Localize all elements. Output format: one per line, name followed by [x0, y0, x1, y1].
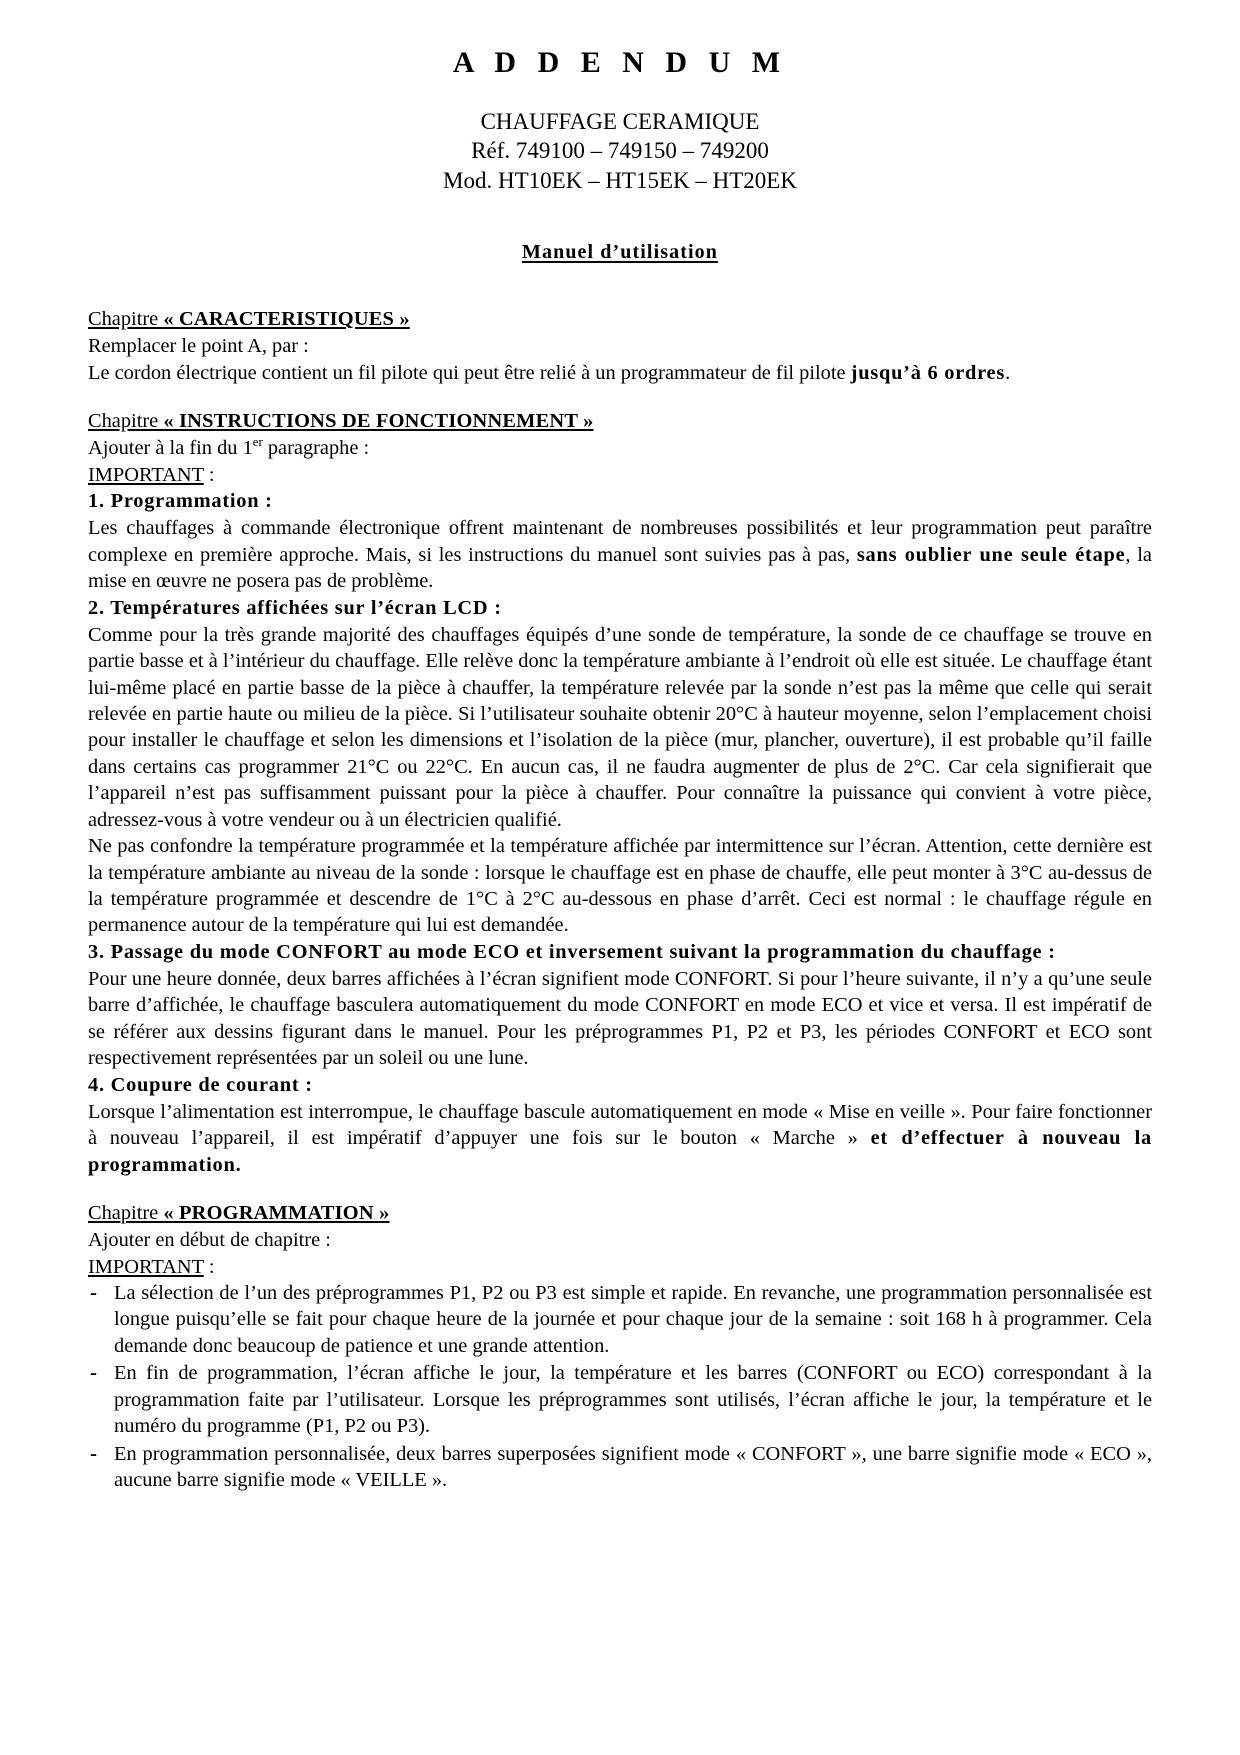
numbered-heading-4: 4. Coupure de courant :	[88, 1073, 313, 1096]
chapter-heading-instructions	[88, 408, 1152, 435]
numbered-heading-3: 3. Passage du mode CONFORT au mode ECO et inversement suivant la programmation du chauffage :	[88, 940, 1056, 963]
cordon-text-end: .	[1005, 361, 1011, 384]
ajouter-text-pre: Ajouter à la fin du 1	[88, 437, 253, 460]
dash-bullet-icon: -	[90, 1360, 97, 1385]
numbered-body-4	[88, 1099, 1152, 1178]
chapter-prefix: Chapitre	[88, 410, 164, 433]
chapter-prefix: Chapitre	[88, 1202, 164, 1225]
body-text-segment: Les chauffages à commande électronique offrent maintenant de nombreuses possibilités et leur programmation peut paraître complexe en première approche. Mais, si les instructions du manuel sont suivies pas à pas,	[88, 517, 1152, 566]
list-item-text: En programmation personnalisée, deux barres superposées signifient mode « CONFORT », une barre signifie mode « ECO », aucune barre signifie mode « VEILLE ».	[114, 1442, 1152, 1491]
list-item	[88, 1360, 1152, 1439]
cordon-bold-emphasis: jusqu’à 6 ordres	[850, 361, 1006, 384]
important-colon: :	[203, 1255, 215, 1278]
dash-bullet-icon: -	[90, 1440, 97, 1465]
important-label: IMPORTANT	[88, 463, 204, 486]
chapter-prefix: Chapitre	[88, 308, 164, 331]
dash-bullet-icon: -	[90, 1280, 97, 1304]
body-text-segment: , la mise en œuvre ne posera pas de problème.	[88, 543, 1152, 593]
list-item-text: En fin de programmation, l’écran affiche le jour, la température et les barres (CONFORT ou ECO) correspondant à la programmation faite par l’utilisateur. Lorsque les préprogrammes sont utilisés, l’écran affiche le jour, la température et le numéro du programme (P1, P2 ou P3).	[114, 1362, 1152, 1438]
numbered-heading-1: 1. Programmation :	[88, 490, 273, 513]
product-subtitle-block	[88, 107, 1152, 195]
caracteristiques-replace-line: Remplacer le point A, par :	[88, 335, 309, 358]
programmation-important-line	[88, 1254, 1152, 1280]
list-item	[88, 1441, 1152, 1494]
page-title: A D D E N D U M	[452, 46, 788, 79]
chapter-title-instructions: « INSTRUCTIONS DE FONCTIONNEMENT »	[163, 410, 594, 433]
list-item	[88, 1280, 1152, 1359]
numbered-body-1	[88, 515, 1152, 594]
body-bold-emphasis: et d’effectuer à nouveau la programmation.	[88, 1127, 1152, 1176]
section-spacer	[88, 1178, 1152, 1200]
cordon-text-start: Le cordon électrique contient un fil pilote qui peut être relié à un programmateur de fil pilote	[88, 361, 851, 384]
important-colon: :	[203, 463, 215, 486]
manual-heading	[88, 240, 1152, 264]
numbered-heading-2: 2. Températures affichées sur l’écran LCD :	[88, 596, 502, 619]
caracteristiques-cordon-line	[88, 360, 1152, 386]
list-item-text: La sélection de l’un des préprogrammes P1, P2 ou P3 est simple et rapide. En revanche, une programmation personnalisée est longue puisqu’elle se fait pour chaque heure de la journée et pour chaque jour de la semaine : soit 168 h à programmer. Cela demande donc beaucoup de patience et une grande attention.	[114, 1282, 1152, 1357]
important-label: IMPORTANT	[88, 1255, 204, 1278]
product-references: Réf. 749100 – 749150 – 749200	[471, 138, 769, 164]
manual-heading-text: Manuel d’utilisation	[522, 241, 718, 264]
chapter-title-caracteristiques: « CARACTERISTIQUES »	[163, 308, 410, 331]
ordinal-superscript: er	[252, 435, 263, 450]
numbered-body-2-extra: Ne pas confondre la température programmée et la température affichée par intermittence sur l’écran. Attention, cette dernière est la température ambiante au niveau de la sonde : lorsque le chauffage est en phase de chauffe, elle peut monter à 3°C au-dessus de la température programmée et descendre de 1°C à 2°C au-dessous en phase d’arrêt. Ceci est normal : le chauffage régule en permanence autour de la température qui lui est demandée.	[88, 835, 1152, 937]
document-body	[88, 306, 1152, 1493]
numbered-body-3: Pour une heure donnée, deux barres affichées à l’écran signifient mode CONFORT. Si pour l’heure suivante, il n’y a qu’une seule barre d’affichée, le chauffage basculera automatiquement du mode CONFORT en mode ECO et vice et versa. Il est impératif de se référer aux dessins figurant dans le manuel. Pour les préprogrammes P1, P2 et P3, les périodes CONFORT et ECO sont respectivement représentées par un soleil ou une lune.	[88, 967, 1152, 1070]
instructions-ajouter-line	[88, 435, 1152, 461]
body-text-segment: Lorsque l’alimentation est interrompue, le chauffage bascule automatiquement en mode « Mise en veille ». Pour faire fonctionner à nouveau l’appareil, il est impératif d’appuyer une fois sur le bouton « Marche »	[88, 1100, 1152, 1150]
programmation-bullet-list	[88, 1280, 1152, 1493]
chapter-title-programmation: « PROGRAMMATION »	[163, 1202, 390, 1225]
instructions-important-line	[88, 462, 1152, 488]
chapter-heading-programmation	[88, 1200, 1152, 1227]
ajouter-text-post: paragraphe :	[262, 437, 370, 460]
chapter-heading-caracteristiques	[88, 306, 1152, 333]
product-name: CHAUFFAGE CERAMIQUE	[480, 109, 760, 134]
section-spacer	[88, 386, 1152, 408]
programmation-ajouter-line: Ajouter en début de chapitre :	[88, 1229, 331, 1252]
numbered-body-2: Comme pour la très grande majorité des chauffages équipés d’une sonde de température, la sonde de ce chauffage se trouve en partie basse et à l’intérieur du chauffage. Elle relève donc la température ambiante à l’endroit où elle est située. Le chauffage étant lui-même placé en partie basse de la pièce à chauffer, la température relevée par la sonde n’est pas la même que celle qui serait relevée en partie haute ou milieu de la pièce. Si l’utilisateur souhaite obtenir 20°C à hauteur moyenne, selon l’emplacement choisi pour installer le chauffage et selon les dimensions et l’isolation de la pièce (mur, plancher, ouverture), il est probable qu’il faille dans certains cas programmer 21°C ou 22°C. En aucun cas, il ne faudra augmenter de plus de 2°C. Car cela signifierait que l’appareil n’est pas suffisamment puissant pour la pièce à chauffer. Pour connaître la puissance qui convient à votre pièce, adressez-vous à votre vendeur ou à un électricien qualifié.	[88, 623, 1152, 831]
product-models: Mod. HT10EK – HT15EK – HT20EK	[443, 167, 797, 193]
body-bold-emphasis: sans oublier une seule étape	[856, 543, 1126, 566]
